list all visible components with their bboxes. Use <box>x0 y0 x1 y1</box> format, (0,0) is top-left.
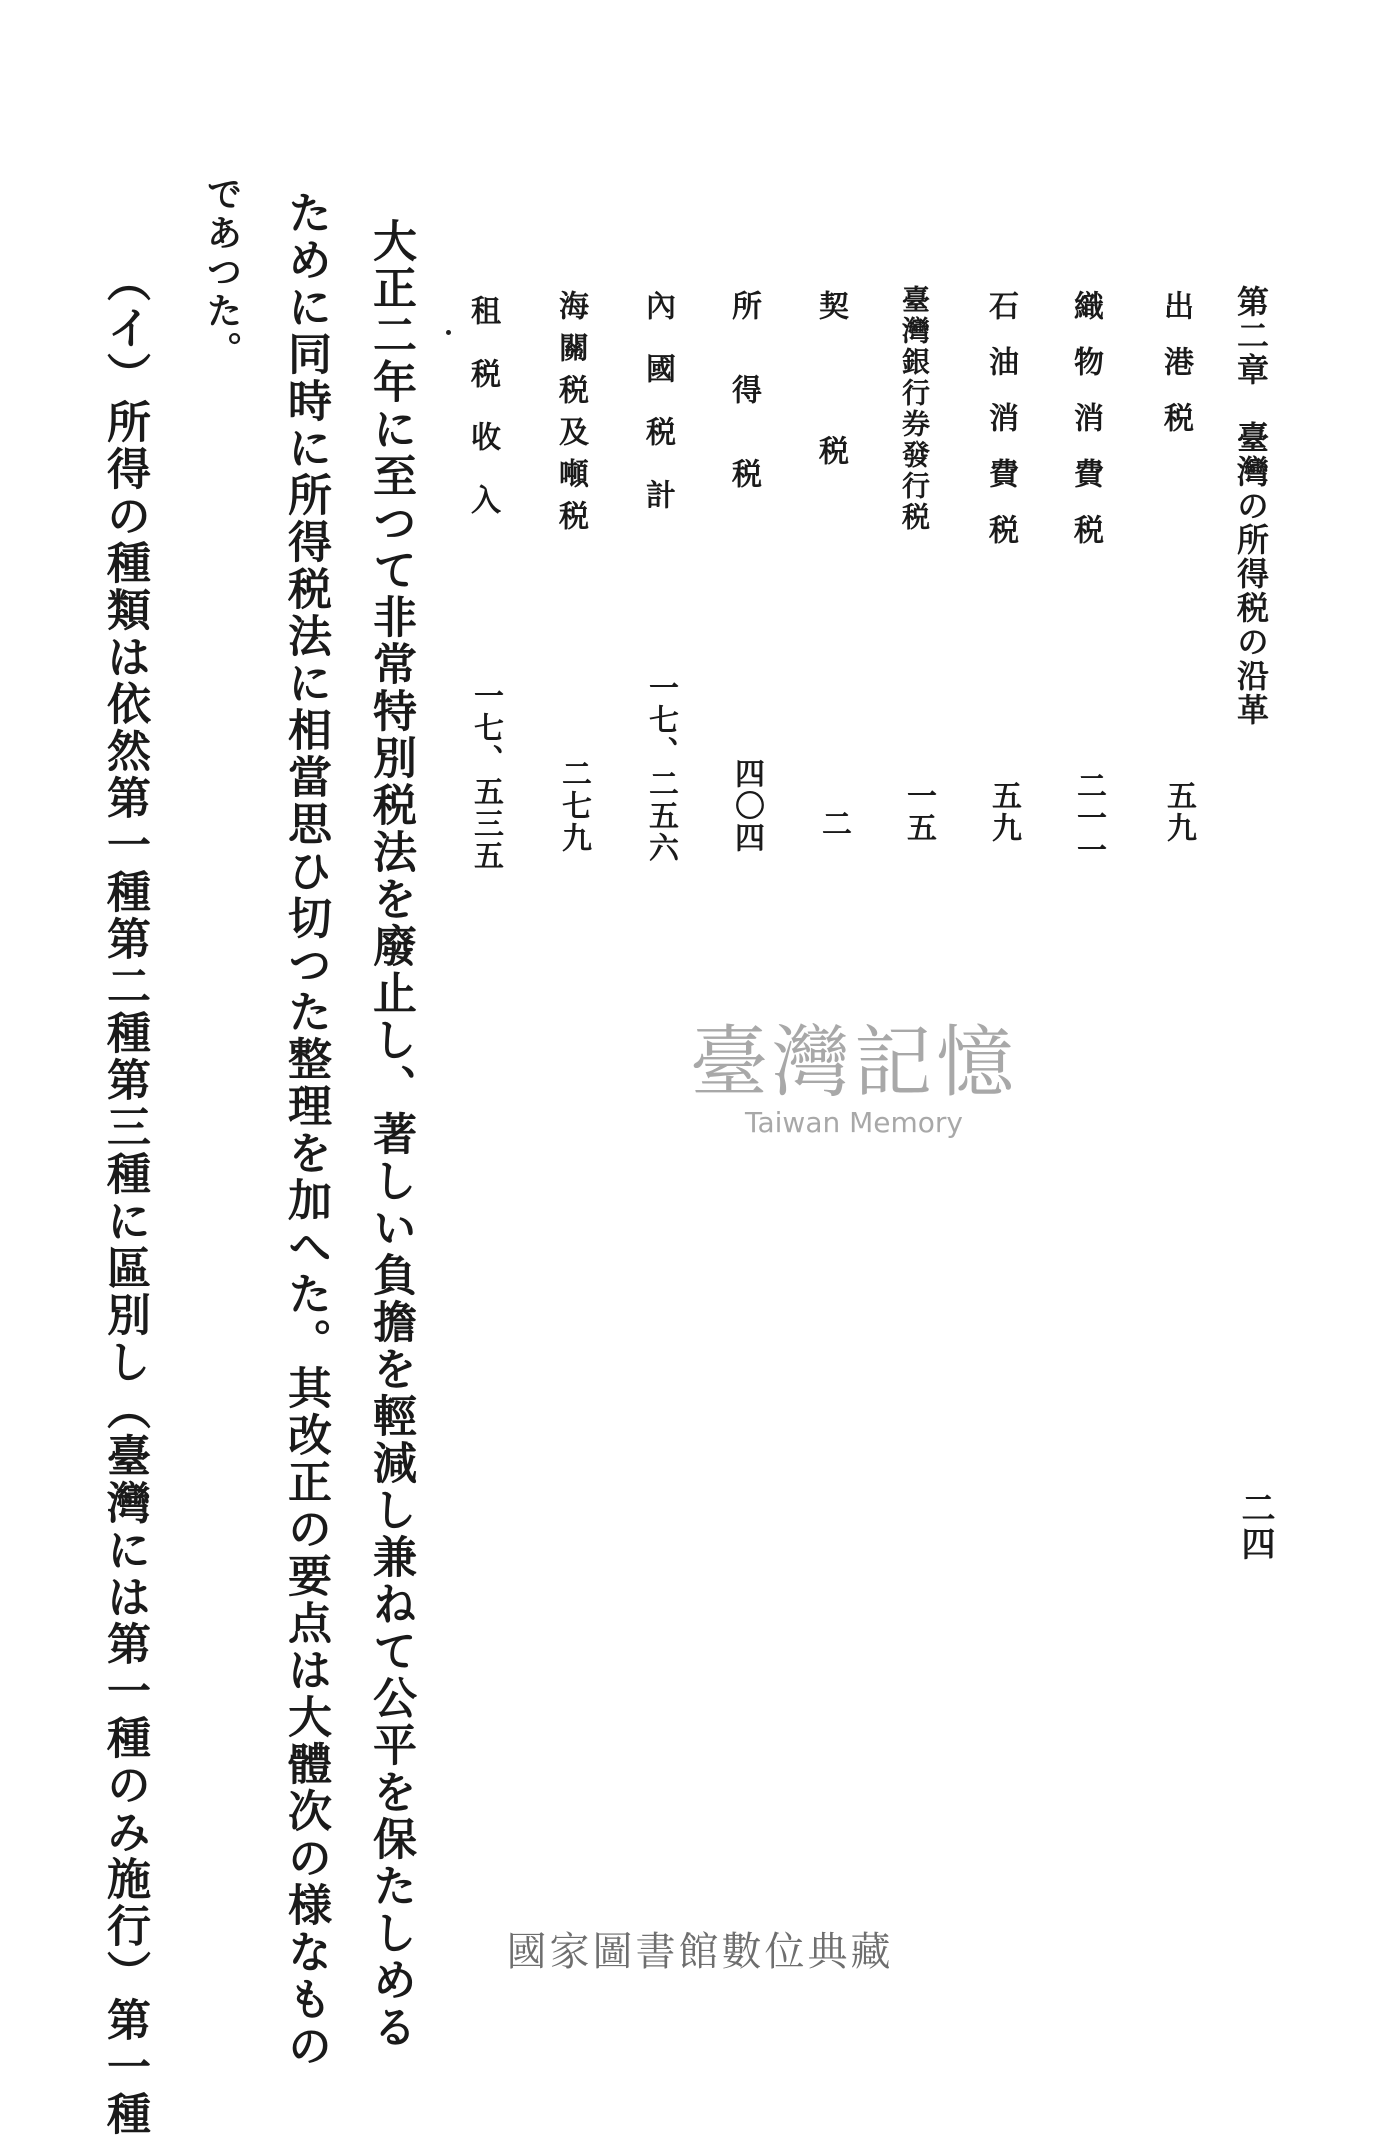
tax-value: 二七九 <box>556 758 591 854</box>
watermark-logo-text: 臺灣記憶 <box>690 1018 1019 1108</box>
body-line: （イ）所得の種類は依然第一種第二種第三種に區別し（臺灣には第一種のみ施行）第一種 <box>99 258 150 2138</box>
watermark-subtitle: Taiwan Memory <box>745 1106 963 1139</box>
tax-value: 五九 <box>986 780 1021 844</box>
tax-value: 一七、二五六 <box>643 672 678 864</box>
tax-name: 海關税及噸税 <box>553 290 588 542</box>
tax-name: 織物消費税 <box>1068 290 1103 570</box>
chapter-title: 第二章 臺灣の所得税の沿革 <box>1232 285 1270 727</box>
ink-dot <box>446 330 451 335</box>
tax-name: 內國税計 <box>640 290 675 542</box>
body-line: 大正二年に至つて非常特別税法を廢止し、著しい負擔を輕減し兼ねて公平を保たしめる <box>365 218 416 2051</box>
tax-name: 石油消費税 <box>983 290 1018 570</box>
tax-value: 一七、五三五 <box>468 680 503 872</box>
tax-name: 臺灣銀行券發行税 <box>898 285 931 533</box>
page-number: 二四 <box>1235 1490 1275 1562</box>
tax-name: 租税收入 <box>465 295 500 547</box>
tax-name: 契税 <box>813 290 848 580</box>
watermark <box>690 1000 1018 1139</box>
tax-value: 一五 <box>901 780 936 844</box>
tax-name: 所得税 <box>726 290 761 542</box>
tax-value: 二 <box>816 808 851 840</box>
tax-name: 出港税 <box>1158 290 1193 458</box>
tax-value: 四〇四 <box>729 758 764 854</box>
tax-value: 五九 <box>1161 780 1196 844</box>
body-line: ために同時に所得税法に相當思ひ切つた整理を加へた。其改正の要点は大體次の様なもの <box>280 190 331 2070</box>
body-line: であつた。 <box>201 175 243 370</box>
tax-value: 二一一 <box>1071 770 1106 866</box>
footer-credit: 國家圖書館數位典藏 <box>506 1929 894 1975</box>
